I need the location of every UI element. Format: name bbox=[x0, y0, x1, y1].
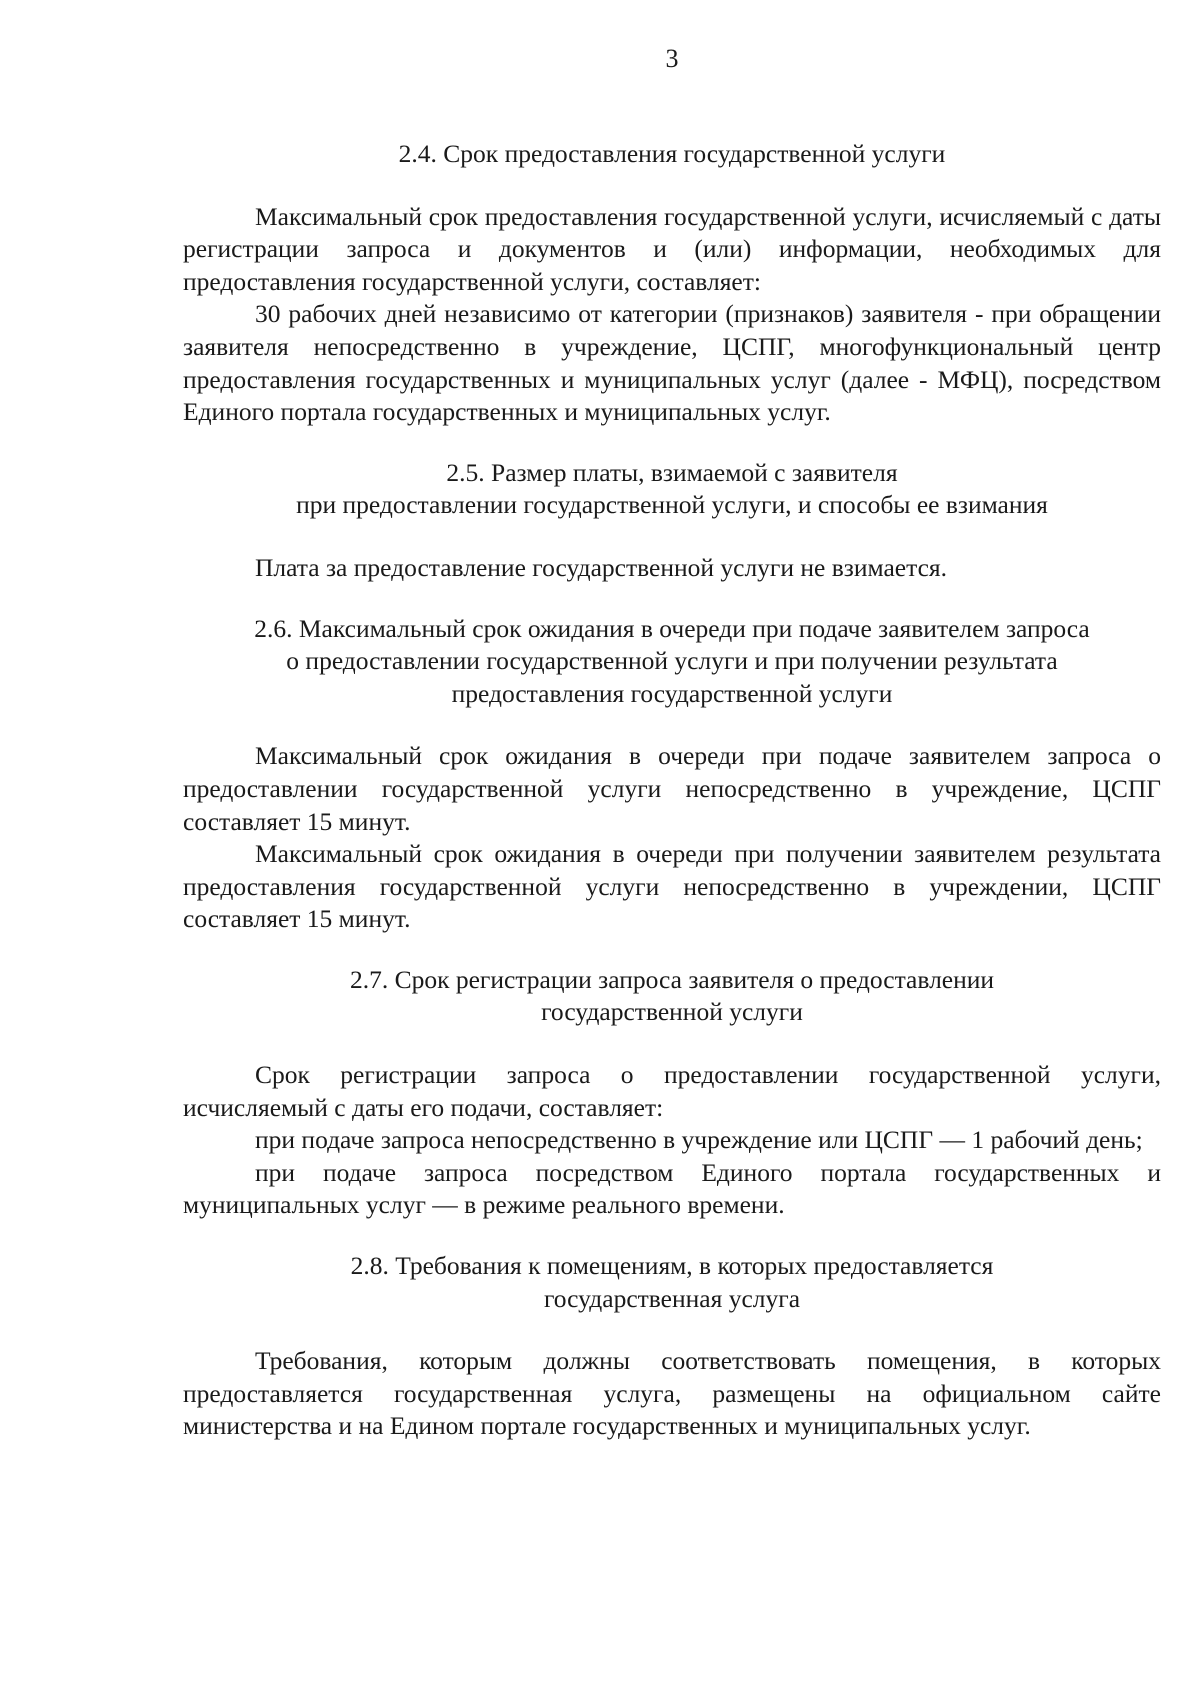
heading-line: о предоставлении государственной услуги и при получении результата bbox=[286, 646, 1058, 676]
paragraph: Максимальный срок предоставления государственной услуги, исчисляемый с даты регистрации запроса и документов и (или) информации, необходимых для предоставления государственной услуги, составляет: bbox=[183, 201, 1161, 296]
paragraph: при подаче запроса посредством Единого портала государственных и муниципальных услуг — в режиме реального времени. bbox=[183, 1157, 1161, 1220]
heading-line: 2.6. Максимальный срок ожидания в очереди при подаче заявителем запроса bbox=[254, 613, 1090, 643]
section-heading-2-7 bbox=[183, 964, 1161, 1029]
paragraph: 30 рабочих дней независимо от категории (признаков) заявителя - при обращении заявителя непосредственно в учреждение, ЦСПГ, многофункциональный центр предоставления государственных и муниципальных услуг (далее - МФЦ), посредством Единого портала государственных и муниципальных услуг. bbox=[183, 299, 1161, 427]
page-number: 3 bbox=[665, 44, 679, 73]
heading-line: 2.8. Требования к помещениям, в которых предоставляется bbox=[350, 1251, 994, 1281]
paragraph: Плата за предоставление государственной услуги не взимается. bbox=[255, 552, 947, 582]
heading-line: предоставления государственной услуги bbox=[451, 678, 893, 708]
section-heading-2-8 bbox=[183, 1250, 1161, 1315]
section-heading-2-5 bbox=[183, 457, 1161, 522]
heading-line: государственной услуги bbox=[541, 997, 803, 1027]
paragraph: Максимальный срок ожидания в очереди при получении заявителем результата предоставления государственной услуги непосредственно в учреждении, ЦСПГ составляет 15 минут. bbox=[183, 839, 1161, 934]
heading-line: 2.4. Срок предоставления государственной услуги bbox=[398, 139, 946, 168]
document-body bbox=[183, 138, 1161, 1443]
paragraph: Срок регистрации запроса о предоставлении государственной услуги, исчисляемый с даты его подачи, составляет: bbox=[183, 1060, 1161, 1122]
heading-line: 2.5. Размер платы, взимаемой с заявителя bbox=[446, 457, 898, 487]
section-heading-2-6 bbox=[183, 613, 1161, 711]
heading-line: государственная услуга bbox=[543, 1283, 801, 1313]
heading-line: при предоставлении государственной услуги, и способы ее взимания bbox=[296, 490, 1048, 520]
section-heading-2-4 bbox=[183, 138, 1161, 171]
paragraph: Максимальный срок ожидания в очереди при подаче заявителем запроса о предоставлении государственной услуги непосредственно в учреждение, ЦСПГ составляет 15 минут. bbox=[183, 741, 1161, 836]
paragraph: Требования, которым должны соответствовать помещения, в которых предоставляется государственная услуга, размещены на официальном сайте министерства и на Едином портале государственных и муниципальных услуг. bbox=[183, 1346, 1161, 1441]
heading-line: 2.7. Срок регистрации запроса заявителя о предоставлении bbox=[349, 964, 995, 994]
paragraph: при подаче запроса непосредственно в учреждение или ЦСПГ — 1 рабочий день; bbox=[255, 1125, 1143, 1155]
